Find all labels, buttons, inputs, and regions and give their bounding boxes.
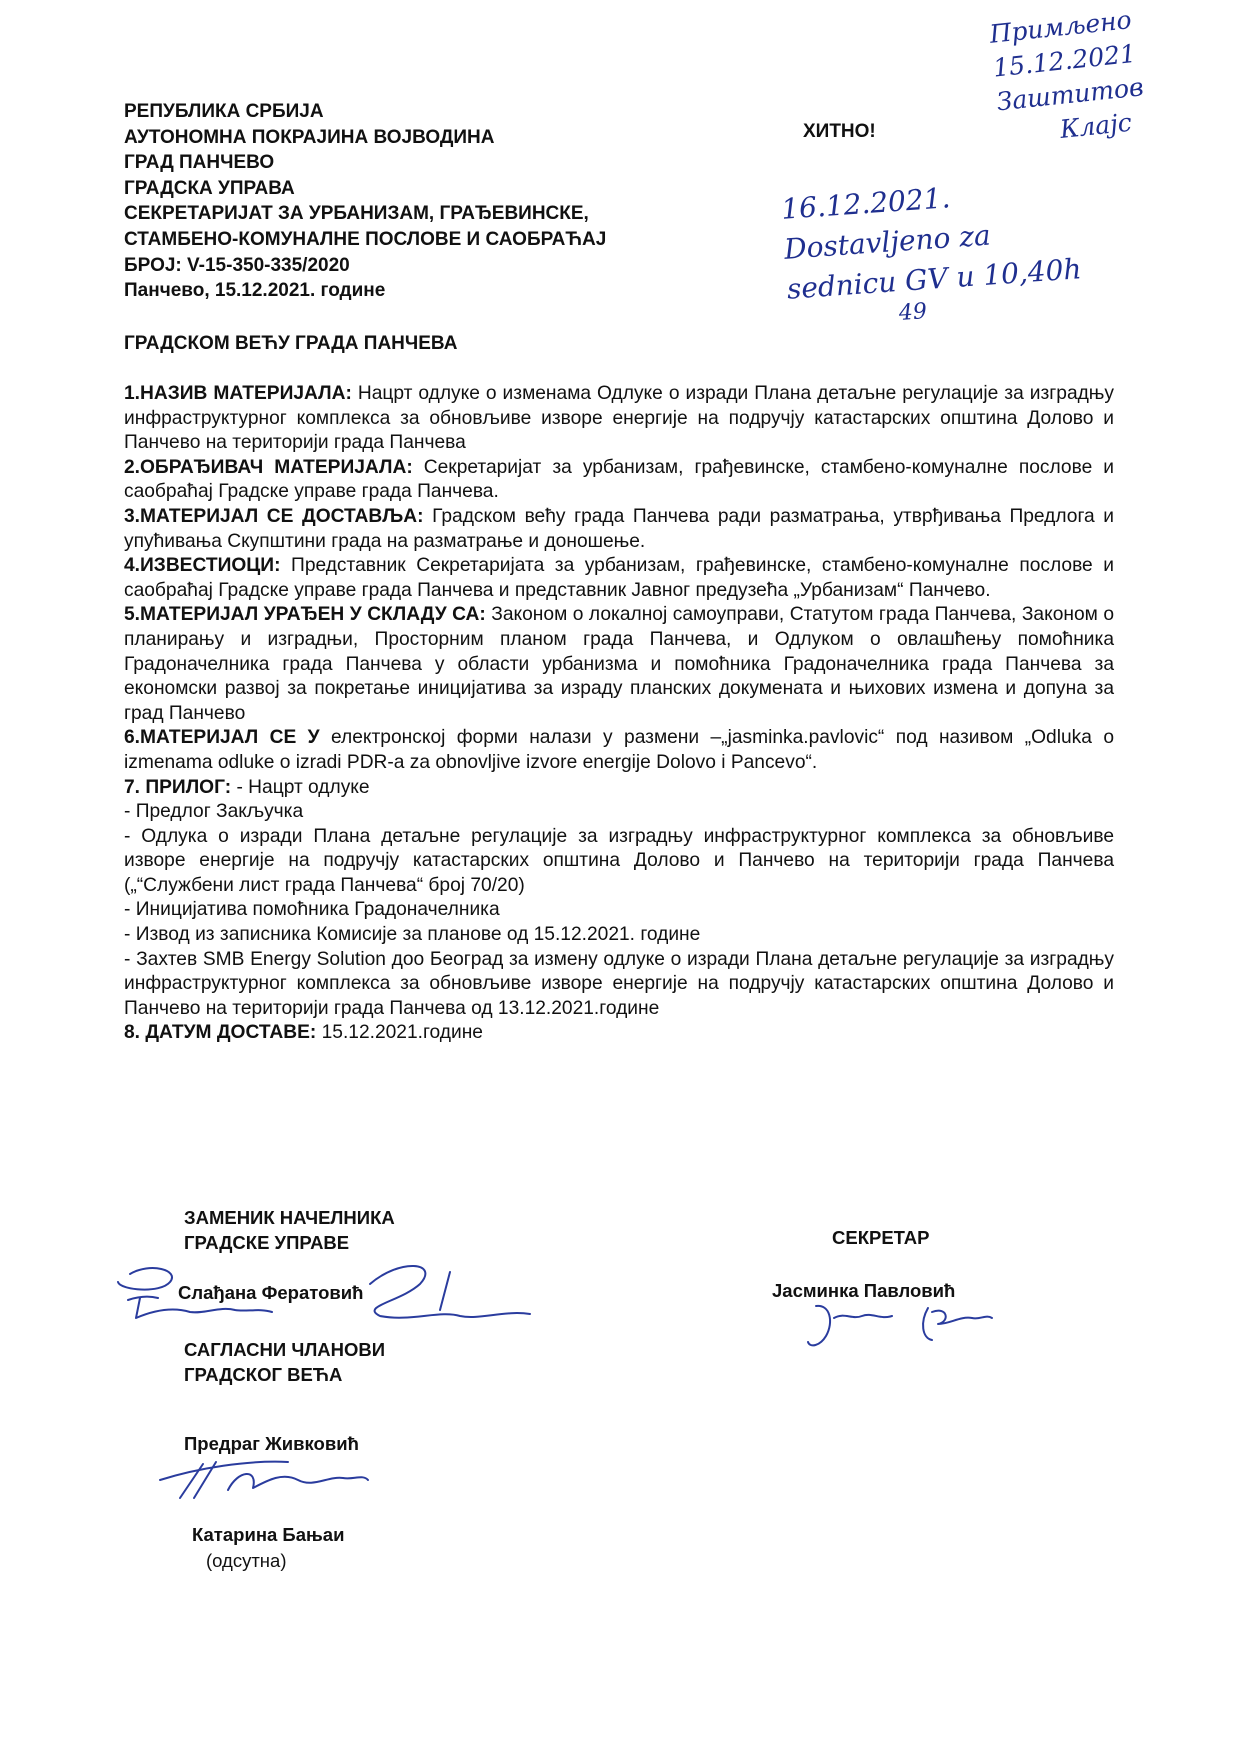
header-line-city: ГРАД ПАНЧЕВО	[124, 152, 275, 174]
section-label: 2.ОБРАЂИВАЧ МАТЕРИЈАЛА:	[124, 456, 413, 478]
section-text: Законом о локалној самоуправи, Статутом града Панчева, Законом о планирању и изградњи, Просторним планом града Панчева, и Одлуком о овлашћењу помоћника Градоначелника града Панчева у области урбанизма и помоћника Градоначелника града Панчева за економски развој за покретање иницијатива за израду планских докумената и њихових измена и допуна за град Панчево	[124, 604, 1114, 724]
section-label: 8. ДАТУМ ДОСТАВЕ:	[124, 1022, 317, 1044]
section-text: 15.12.2021.године	[316, 1022, 483, 1044]
handwritten-received-note	[988, 3, 1149, 154]
deputy-head-name: Слађана Фератовић	[178, 1282, 364, 1303]
secretary-signature	[800, 1302, 1000, 1352]
section-text: Представник Секретаријата за урбанизам, грађевинске, стамбено-комуналне послове и саобраћај Градске управе града Панчева и представник Јавног предузећа „Урбанизам“ Панчево.	[124, 555, 1114, 601]
deputy-head-title	[184, 1205, 395, 1255]
council-member-name: Предраг Живковић	[184, 1433, 359, 1454]
handwritten-line: Заштитов	[995, 72, 1145, 117]
council-member-name: Катарина Бањаи	[192, 1524, 345, 1545]
section-label: 4.ИЗВЕСТИОЦИ:	[124, 555, 281, 577]
header-line-province: АУТОНОМНА ПОКРАЈИНА ВОЈВОДИНА	[124, 126, 495, 148]
document-number: БРОЈ: V-15-350-335/2020	[124, 254, 350, 276]
section-7-attachments	[124, 776, 1114, 801]
handwritten-line: Dostavljeno za	[782, 218, 992, 266]
section-label: 3.МАТЕРИЈАЛ СЕ ДОСТАВЉА:	[124, 505, 424, 527]
header-line-secretariat-1: СЕКРЕТАРИЈАТ ЗА УРБАНИЗАМ, ГРАЂЕВИНСКЕ,	[124, 203, 589, 225]
section-6	[124, 726, 1114, 775]
header-line-republic: РЕПУБЛИКА СРБИЈА	[124, 101, 324, 122]
section-label: 1.НАЗИВ МАТЕРИЈАЛА:	[124, 383, 352, 404]
urgent-label: ХИТНО!	[803, 121, 876, 142]
attachment-item: - Одлука о изради Плана детаљне регулације за изградњу инфраструктурног комплекса за обновљиве изворе енергије на подручју катастарских општина Долово и Панчево на територији града Панчева („“Службени лист града Панчева“ број 70/20)	[124, 825, 1114, 896]
handwritten-line: Клајс	[1058, 107, 1134, 144]
document-date: Панчево, 15.12.2021. године	[124, 280, 386, 302]
handwritten-line: 16.12.2021.	[780, 181, 952, 226]
title-line: САГЛАСНИ ЧЛАНОВИ	[184, 1339, 386, 1360]
section-text: електронској форми налази у размени –„jasminka.pavlovic“ под називом „Odluka o izmenama odluke o izradi PDR-a za obnovljive izvore energije Dolovo i Pancevo“.	[124, 727, 1114, 773]
addressee: ГРАДСКОМ ВЕЋУ ГРАДА ПАНЧЕВА	[124, 333, 458, 354]
attachment-item: - Нацрт одлуке	[231, 776, 370, 798]
document-header	[124, 99, 606, 304]
document-body	[124, 382, 1114, 1046]
section-4	[124, 554, 1114, 603]
header-line-secretariat-2: СТАМБЕНО-КОМУНАЛНЕ ПОСЛОВЕ И САОБРАЋАЈ	[124, 228, 607, 250]
handwritten-line: 49	[898, 299, 928, 326]
absent-note: (одсутна)	[206, 1550, 287, 1571]
section-5	[124, 603, 1114, 726]
handwritten-line: sednicu GV u 10,40h	[785, 252, 1083, 306]
section-text: Нацрт одлуке о изменама Одлуке о изради Плана детаљне регулације за изградњу инфраструктурног комплекса за обновљиве изворе енергије на подручју катастарских општина Долово и Панчево на територији града Панчева	[124, 383, 1114, 454]
title-line: ЗАМЕНИК НАЧЕЛНИКА	[184, 1207, 395, 1228]
deputy-head-signature	[110, 1262, 540, 1332]
section-2	[124, 456, 1114, 505]
attachment-item: - Захтев SMB Energy Solution доо Београд за измену одлуке о изради Плана детаљне регулације за изградњу инфраструктурног комплекса за обновљиве изворе енергије на подручју катастарских општина Долово и Панчево на територији града Панчева од 13.12.2021.године	[124, 948, 1114, 1019]
title-line: ГРАДСКЕ УПРАВЕ	[184, 1232, 350, 1253]
header-line-administration: ГРАДСКА УПРАВА	[124, 177, 295, 199]
section-label: 5.МАТЕРИЈАЛ УРАЂЕН У СКЛАДУ СА:	[124, 604, 486, 626]
handwritten-line: 15.12.2021	[991, 38, 1138, 83]
council-members-title	[184, 1337, 385, 1387]
section-text: Секретаријат за урбанизам, грађевинске, стамбено-комуналне послове и саобраћај Градске управе града Панчева.	[124, 456, 1114, 503]
handwritten-delivery-note	[780, 169, 1084, 333]
section-label: 7. ПРИЛОГ:	[124, 776, 232, 798]
section-3	[124, 505, 1114, 554]
attachment-item: - Иницијатива помоћника Градоначелника	[124, 899, 500, 921]
attachment-item: - Предлог Закључка	[124, 801, 304, 823]
secretary-name: Јасминка Павловић	[772, 1280, 956, 1301]
section-text: Градском већу града Панчева ради разматрања, утврђивања Предлога и упућивања Скупштини града на разматрање и доношење.	[124, 505, 1114, 552]
title-line: ГРАДСКОГ ВЕЋА	[184, 1364, 343, 1385]
council-member-signature	[158, 1450, 388, 1510]
section-1	[124, 382, 1114, 456]
section-8-delivery-date	[124, 1021, 1114, 1046]
secretary-title: СЕКРЕТАР	[832, 1227, 930, 1248]
section-label: 6.МАТЕРИЈАЛ СЕ У	[124, 727, 320, 749]
attachment-item: - Извод из записника Комисије за планове од 15.12.2021. године	[124, 924, 701, 946]
handwritten-line: Примљено	[988, 5, 1133, 49]
